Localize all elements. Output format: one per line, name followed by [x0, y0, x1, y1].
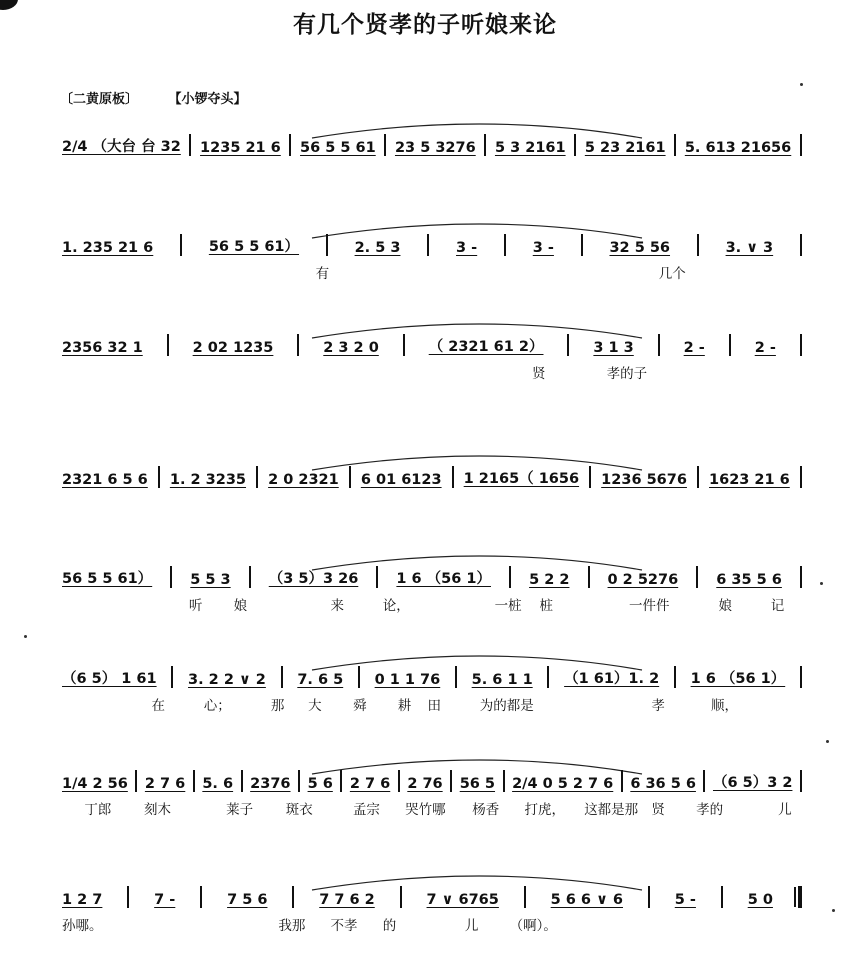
measure: 2 -	[683, 340, 705, 356]
measure: 6 36 5 6	[630, 776, 696, 792]
lyric-line	[62, 798, 808, 820]
lyric-word: 孝的子	[606, 366, 648, 382]
lyric-word: 莱子	[226, 802, 254, 818]
barline	[800, 134, 802, 156]
lyric-line	[62, 594, 808, 616]
measure: 23 5 3276	[394, 140, 476, 156]
lyric-word: 听	[188, 598, 203, 614]
lyric-word: 孝的	[696, 802, 724, 818]
measure: 5 0	[747, 892, 773, 908]
lyric-word: 那	[270, 698, 285, 714]
measure: 2 76	[407, 776, 443, 792]
measure: 2/4 （大台 台 32	[62, 139, 181, 155]
lyric-word: 有	[315, 266, 330, 282]
speck	[832, 909, 835, 912]
measure: 5 5 3	[190, 572, 231, 588]
lyric-word: 大	[308, 698, 322, 714]
score-system	[62, 108, 808, 218]
gu-label: 【小锣夺头】	[168, 92, 247, 107]
measure: 1 6 （56 1）	[396, 571, 491, 587]
lyric-word: 打虎，	[524, 802, 566, 818]
measure: 2. 5 3	[354, 240, 401, 256]
barline	[376, 566, 378, 588]
lyric-word: 几个	[658, 266, 686, 282]
barline	[503, 770, 505, 792]
measure: 1 2 7	[62, 892, 103, 908]
measure: 56 5 5 61）	[62, 571, 153, 587]
score-system	[62, 860, 808, 970]
barline	[170, 566, 172, 588]
lyric-line	[62, 694, 808, 716]
measure: 0 2 5276	[607, 572, 679, 588]
lyric-word: 娘	[233, 598, 248, 614]
note-line	[62, 560, 808, 588]
note-line	[62, 880, 808, 908]
barline	[167, 334, 169, 356]
lyric-word: 论，	[382, 598, 410, 614]
measure: 1623 21 6	[709, 472, 790, 488]
measure: 5 6 6 ∨ 6	[550, 892, 623, 908]
barline	[326, 234, 328, 256]
measure: 7 7 6 2	[319, 892, 375, 908]
lyric-word: 桩	[539, 598, 553, 614]
measure: 7 ∨ 6765	[426, 892, 499, 908]
note-line	[62, 328, 808, 356]
measure: 3 -	[532, 240, 554, 256]
measure: 1 2165（ 1656	[463, 471, 580, 487]
barline	[135, 770, 137, 792]
banban-label: 〔二黄原板〕	[60, 92, 139, 107]
measure: （6 5）3 2	[712, 775, 793, 791]
measure: 56 5	[459, 776, 496, 792]
measure: 5 -	[674, 892, 696, 908]
lyric-line	[62, 494, 808, 516]
lyric-word: 孟宗	[352, 802, 380, 818]
lyric-word: 我那	[278, 918, 306, 934]
barline	[574, 134, 576, 156]
lyric-line	[62, 162, 808, 184]
barline	[193, 770, 195, 792]
lyric-word: 耕	[397, 698, 412, 714]
score-system	[62, 640, 808, 750]
measure: 6 01 6123	[360, 472, 442, 488]
note-line	[62, 764, 808, 792]
score-system	[62, 744, 808, 854]
barline	[281, 666, 283, 688]
barline	[800, 334, 802, 356]
score-system	[62, 308, 808, 418]
barline	[696, 566, 698, 588]
barline	[358, 666, 360, 688]
measure: （ 2321 61 2）	[428, 339, 544, 355]
barline	[298, 770, 300, 792]
lyric-word: 贤	[651, 802, 665, 818]
barline	[524, 886, 526, 908]
barline	[658, 334, 660, 356]
measure: 7 5 6	[227, 892, 268, 908]
measure: 1. 235 21 6	[62, 240, 154, 256]
score-system	[62, 440, 808, 550]
measure: 5 2 2	[529, 572, 570, 588]
barline	[400, 886, 402, 908]
barline	[703, 770, 705, 792]
note-line	[62, 660, 808, 688]
measure: 2/4 0 5 2 7 6	[512, 776, 614, 792]
lyric-word: 记	[770, 598, 785, 614]
lyric-word: 田	[427, 698, 442, 714]
note-line	[62, 460, 808, 488]
barline	[256, 466, 258, 488]
measure: 5 23 2161	[584, 140, 666, 156]
speck	[826, 740, 829, 743]
barline	[547, 666, 549, 688]
barline	[567, 334, 569, 356]
barline	[504, 234, 506, 256]
lyric-line	[62, 362, 808, 384]
measure: 2 0 2321	[268, 472, 339, 488]
lyric-line	[62, 914, 808, 936]
measure: 3 1 3	[593, 340, 634, 356]
barline	[800, 466, 802, 488]
lyric-word: 在	[151, 698, 166, 714]
barline	[729, 334, 731, 356]
lyric-word: 刻木	[144, 802, 172, 818]
lyric-word: 一桩	[494, 598, 522, 614]
barline	[589, 466, 591, 488]
measure: 2 7 6	[144, 776, 186, 792]
barline	[200, 886, 202, 908]
measure: （3 5）3 26	[268, 571, 359, 587]
measure: 2356 32 1	[62, 340, 143, 356]
barline	[798, 886, 802, 908]
lyric-word: 儿	[778, 802, 792, 818]
barline	[674, 666, 676, 688]
measure: 32 5 56	[609, 240, 671, 256]
note-line	[62, 228, 808, 256]
measure: 7 -	[154, 892, 176, 908]
lyric-word: 孝	[651, 698, 665, 714]
measure: 2 7 6	[349, 776, 391, 792]
lyric-word: 顺，	[711, 698, 739, 714]
barline	[455, 666, 457, 688]
barline	[171, 666, 173, 688]
measure: 5 3 2161	[494, 140, 566, 156]
barline	[403, 334, 405, 356]
barline	[648, 886, 650, 908]
barline	[484, 134, 486, 156]
measure: 5. 6	[202, 776, 234, 792]
lyric-word: 心；	[203, 698, 231, 714]
measure: 3. ∨ 3	[725, 240, 774, 256]
lyric-word: 不孝	[330, 918, 358, 934]
barline	[349, 466, 351, 488]
barline	[427, 234, 429, 256]
measure: 3 -	[456, 240, 478, 256]
barline	[340, 770, 342, 792]
barline	[800, 234, 802, 256]
measure: 2 02 1235	[192, 340, 274, 356]
lyric-word: 的	[382, 918, 397, 934]
measure: 5. 613 21656	[684, 140, 792, 156]
barline	[384, 134, 386, 156]
performance-header	[60, 88, 273, 107]
measure: 5 6	[307, 776, 333, 792]
speck	[820, 582, 823, 585]
measure: 2 -	[754, 340, 776, 356]
page-title: 有几个贤孝的子听娘来论	[293, 12, 557, 38]
lyric-word: 孙哪。	[62, 918, 103, 934]
barline	[180, 234, 182, 256]
measure: 1 6 （56 1）	[690, 671, 786, 687]
lyric-word: 这都是那	[584, 802, 639, 818]
measure: 3. 2 2 ∨ 2	[188, 672, 266, 688]
measure: 2 3 2 0	[323, 340, 379, 356]
measure: 0 1 1 76	[374, 672, 441, 688]
note-line	[62, 128, 808, 156]
barline	[158, 466, 160, 488]
barline	[292, 886, 294, 908]
measure: 56 5 5 61）	[208, 239, 300, 255]
speck	[24, 635, 27, 638]
barline	[249, 566, 251, 588]
lyric-word: 哭竹哪	[405, 802, 446, 818]
barline	[289, 134, 291, 156]
measure: 2376	[250, 776, 291, 792]
measure: 1/4 2 56	[62, 776, 128, 792]
measure: 5. 6 1 1	[471, 672, 533, 688]
barline	[800, 666, 802, 688]
measure: 7. 6 5	[297, 672, 344, 688]
barline	[241, 770, 243, 792]
lyric-word: 舜	[352, 698, 367, 714]
measure: 1. 2 3235	[169, 472, 247, 488]
measure: 1235 21 6	[200, 140, 281, 156]
lyric-word: 贤	[531, 366, 546, 382]
barline	[189, 134, 191, 156]
barline	[452, 466, 454, 488]
lyric-word: 来	[330, 598, 345, 614]
barline	[127, 886, 129, 908]
barline	[721, 886, 723, 908]
barline	[697, 466, 699, 488]
barline	[297, 334, 299, 356]
lyric-line	[62, 262, 808, 284]
measure: 1236 5676	[601, 472, 687, 488]
barline	[621, 770, 623, 792]
measure: 56 5 5 61	[300, 140, 376, 156]
lyric-word: 儿	[464, 918, 479, 934]
speck	[800, 83, 803, 86]
score-system	[62, 540, 808, 650]
lyric-word: （啊）。	[509, 918, 557, 934]
barline	[450, 770, 452, 792]
measure: （1 61）1. 2	[564, 671, 660, 687]
lyric-word: 娘	[718, 598, 732, 614]
lyric-word: 斑衣	[285, 802, 313, 818]
barline	[674, 134, 676, 156]
barline	[800, 770, 802, 792]
measure: 6 35 5 6	[716, 572, 782, 588]
barline	[398, 770, 400, 792]
barline	[581, 234, 583, 256]
barline	[697, 234, 699, 256]
barline	[588, 566, 590, 588]
lyric-word: 一件件	[628, 598, 670, 614]
score-system	[62, 208, 808, 318]
lyric-word: 丁郎	[84, 802, 112, 818]
barline	[800, 566, 802, 588]
measure: 2321 6 5 6	[62, 472, 148, 488]
measure: （6 5） 1 61	[62, 671, 157, 687]
barline	[509, 566, 511, 588]
lyric-word: 为的都是	[479, 698, 534, 714]
lyric-word: 杨香	[472, 802, 500, 818]
